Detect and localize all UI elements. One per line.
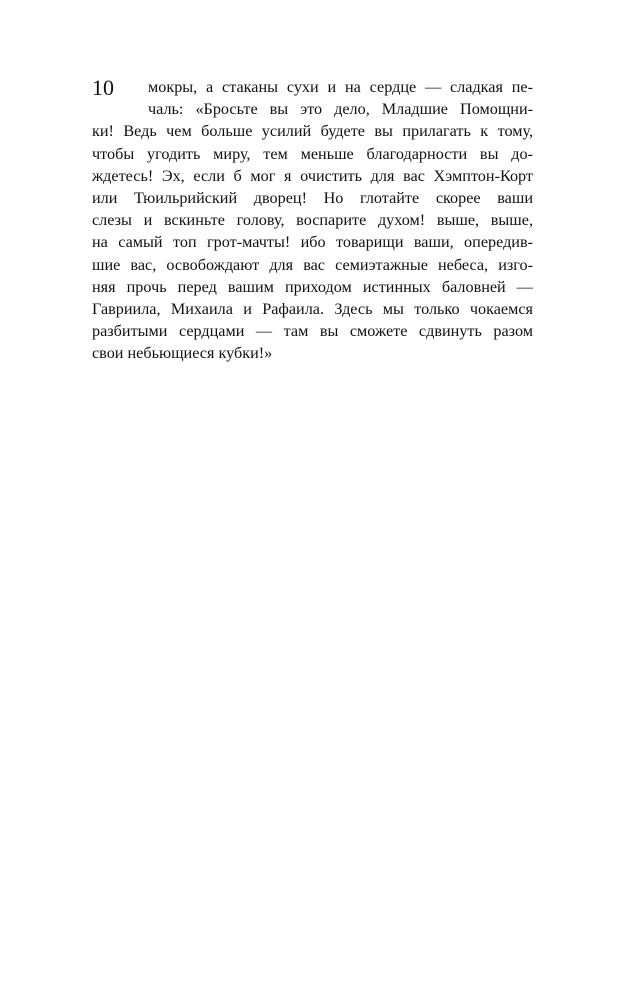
text-line: ки! Ведь чем больше усилий будете вы прилагать к тому, [92,122,533,141]
text-line: свои небьющиеся кубки!» [92,344,273,363]
text-line: шие вас, освобождают для вас семиэтажные небеса, изго- [92,255,533,274]
text-line: мокры, а стаканы сухи и на сердце — сладкая пе- [148,78,533,96]
text-line: чтобы угодить миру, тем меньше благодарности вы до- [92,144,533,163]
text-line: Гавриила, Михаила и Рафаила. Здесь мы только чокаемся [92,300,533,319]
text-line: на самый топ грот-мачты! ибо товарищи ваши, опередив- [92,233,533,252]
text-line: слезы и вскиньте голову, воспарите духом! выше, выше, [92,211,533,230]
text-line: ждетесь! Эх, если б мог я очистить для вас Хэмптон-Корт [92,166,533,185]
text-block [92,76,533,365]
text-line: или Тюильрийский дворец! Но глотайте скорее ваши [92,189,533,208]
text-line: разбитыми сердцами — там вы сможете сдвинуть разом [92,322,533,341]
text-line: чаль: «Бросьте вы это дело, Младшие Помощни- [148,100,533,119]
text-line: няя прочь перед вашим приходом истинных баловней — [92,277,533,296]
page-number: 10 [92,75,114,100]
